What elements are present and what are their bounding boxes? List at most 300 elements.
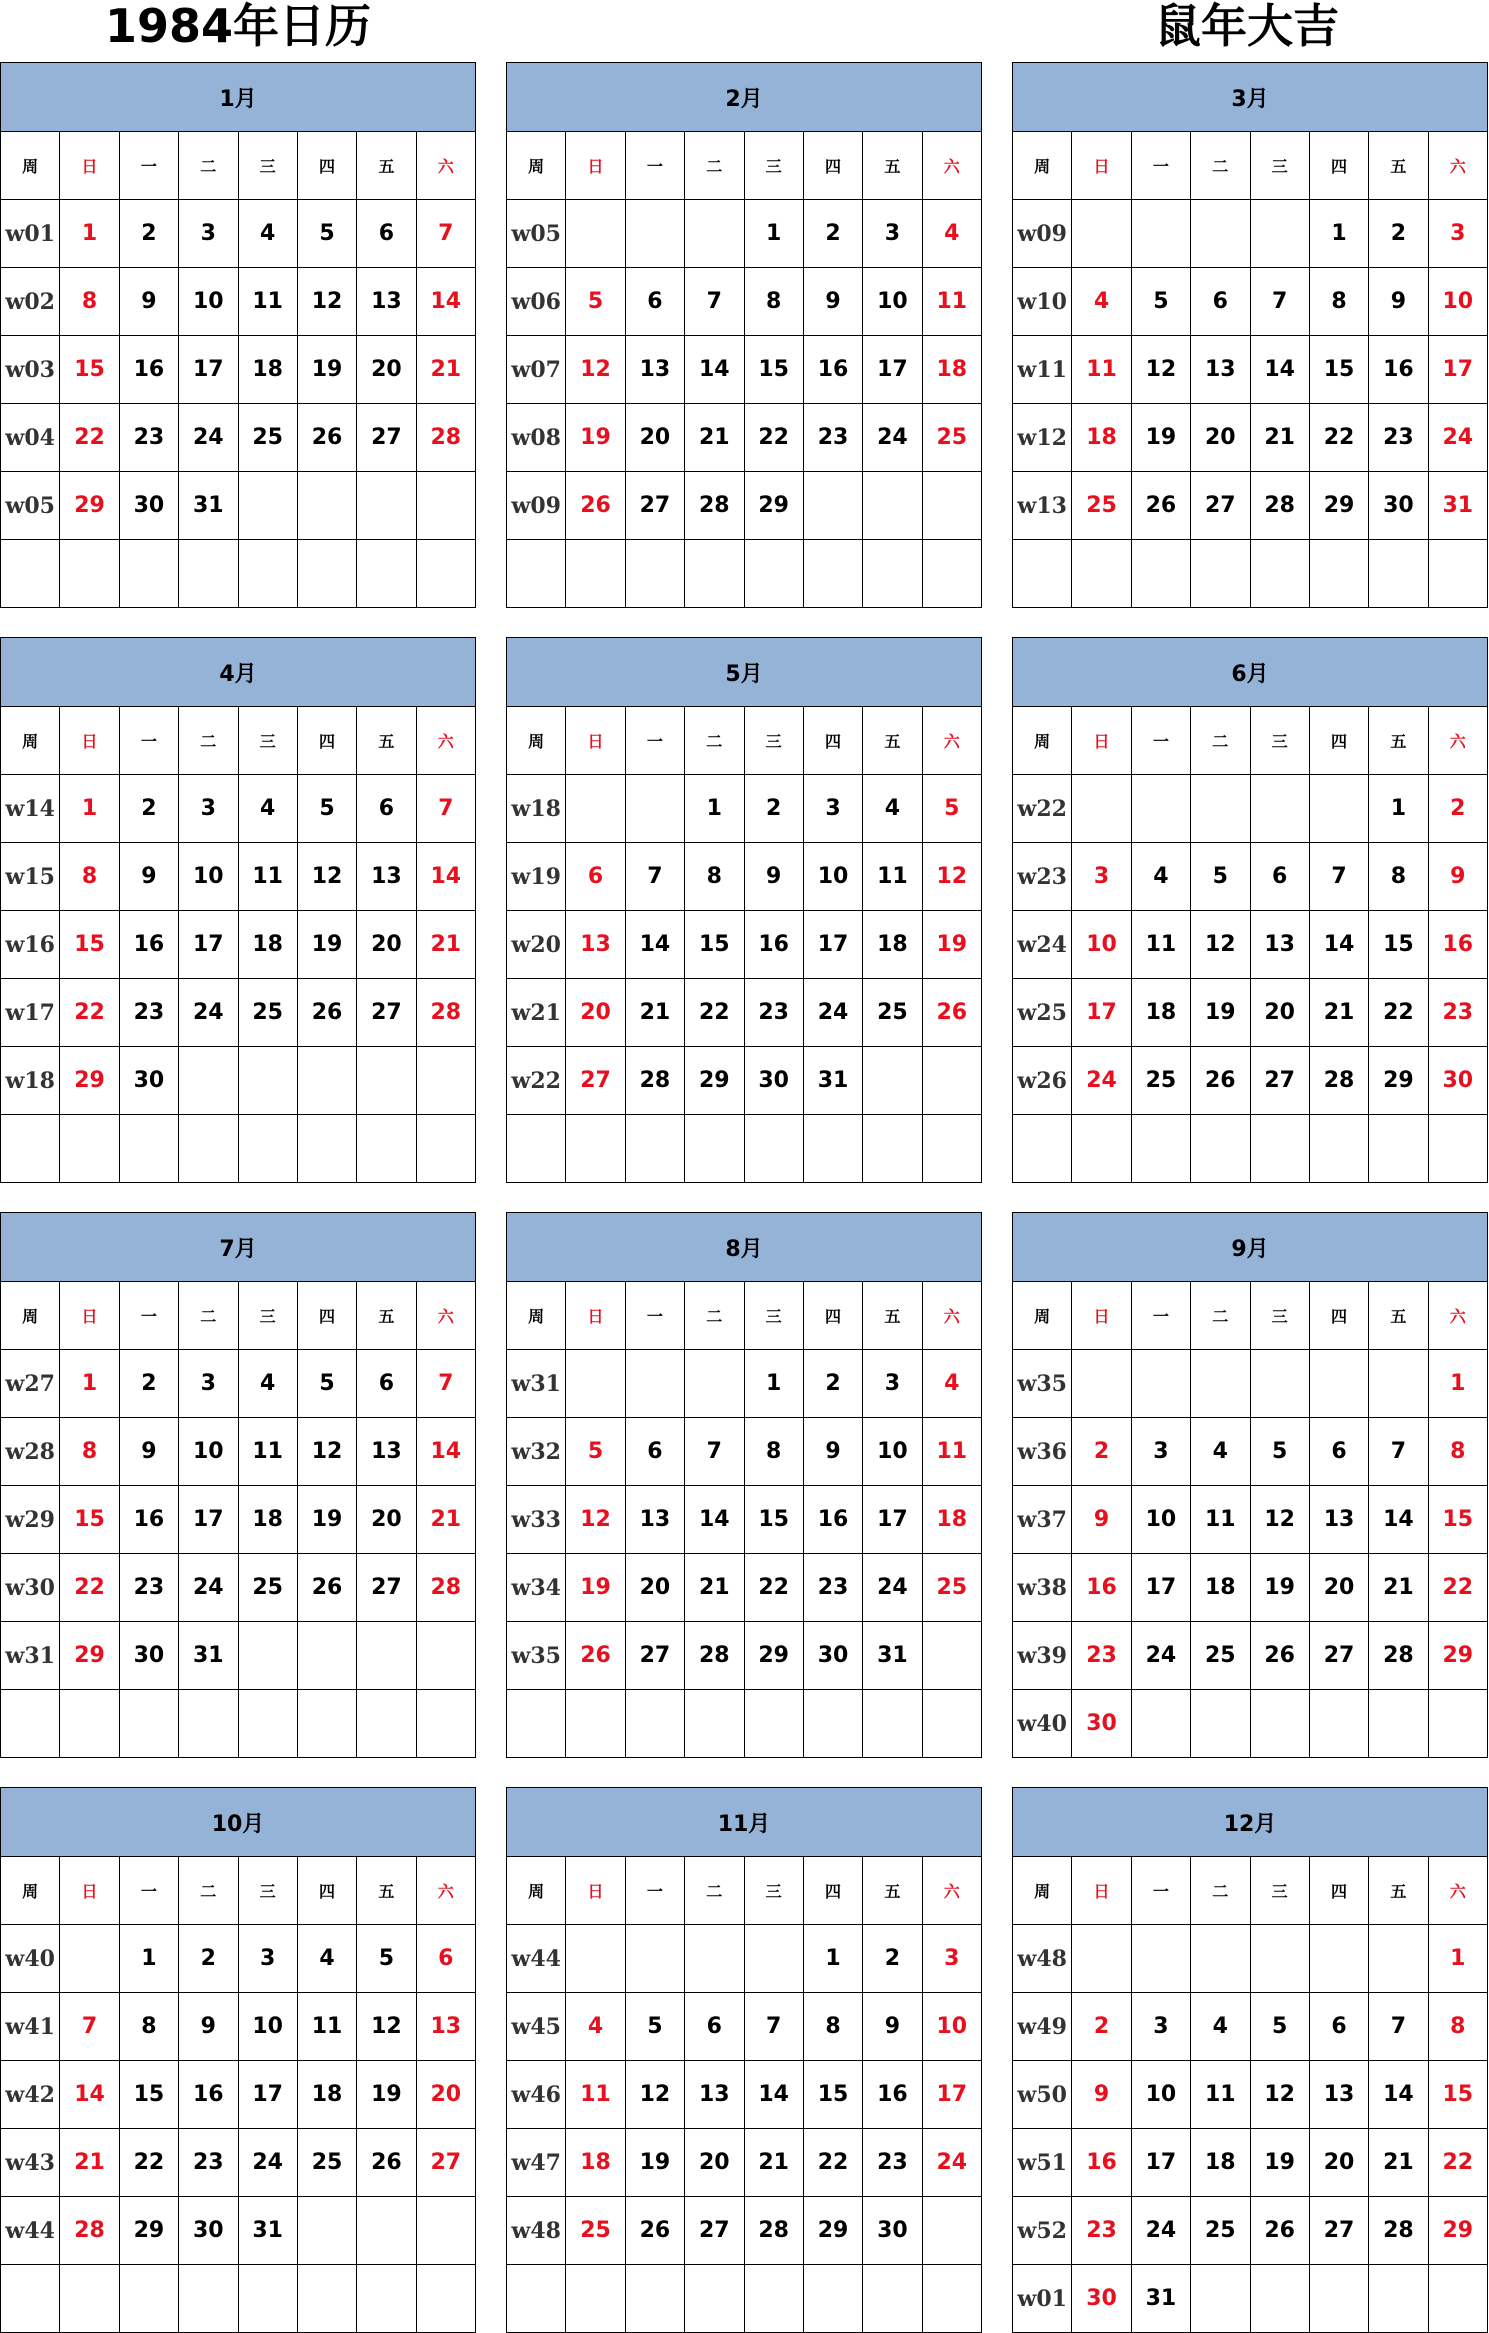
day-cell	[297, 2265, 356, 2333]
day-cell: 21	[416, 1486, 475, 1554]
day-cell: 18	[1072, 404, 1131, 472]
weekday-header: 一	[1131, 707, 1190, 775]
day-cell	[1309, 1925, 1368, 1993]
day-cell: 23	[1072, 1622, 1131, 1690]
day-cell: 9	[179, 1993, 238, 2061]
day-cell	[803, 2265, 862, 2333]
day-cell: 27	[1191, 472, 1250, 540]
day-cell: 7	[60, 1993, 119, 2061]
day-cell: 13	[1309, 1486, 1368, 1554]
week-row	[1, 1418, 476, 1486]
month-calendar	[1012, 1787, 1488, 2329]
day-cell	[119, 2265, 178, 2333]
day-cell: 17	[238, 2061, 297, 2129]
week-row	[507, 911, 982, 979]
week-number: w13	[1013, 472, 1072, 540]
day-cell: 6	[1191, 268, 1250, 336]
month-table	[0, 1212, 476, 1758]
week-number: w21	[507, 979, 566, 1047]
month-name: 7月	[1, 1213, 476, 1282]
weekday-header: 一	[1131, 1282, 1190, 1350]
day-cell: 7	[685, 1418, 744, 1486]
day-cell: 30	[119, 1047, 178, 1115]
day-cell: 2	[119, 200, 178, 268]
week-row	[1013, 336, 1488, 404]
day-cell: 17	[803, 911, 862, 979]
day-cell: 3	[803, 775, 862, 843]
day-cell: 2	[1369, 200, 1428, 268]
day-cell	[744, 540, 803, 608]
day-cell: 22	[744, 404, 803, 472]
day-cell: 19	[297, 1486, 356, 1554]
day-cell	[803, 1115, 862, 1183]
weekday-header: 一	[625, 1857, 684, 1925]
weekday-header: 一	[625, 707, 684, 775]
day-cell: 8	[1369, 843, 1428, 911]
day-cell: 23	[119, 404, 178, 472]
weekday-header: 六	[922, 1282, 981, 1350]
month-name: 6月	[1013, 638, 1488, 707]
day-cell: 24	[1072, 1047, 1131, 1115]
day-cell: 6	[1309, 1993, 1368, 2061]
day-cell	[566, 1350, 625, 1418]
day-cell	[357, 540, 416, 608]
week-number: w27	[1, 1350, 60, 1418]
day-cell: 5	[297, 775, 356, 843]
day-cell: 2	[803, 200, 862, 268]
day-cell: 30	[744, 1047, 803, 1115]
month-table	[506, 1212, 982, 1758]
day-cell: 9	[1072, 2061, 1131, 2129]
day-cell	[566, 775, 625, 843]
day-cell: 12	[297, 843, 356, 911]
week-number	[1, 2265, 60, 2333]
week-row	[1013, 2061, 1488, 2129]
week-number: w12	[1013, 404, 1072, 472]
weekday-header: 四	[1309, 707, 1368, 775]
weekday-header: 二	[179, 1282, 238, 1350]
week-number: w45	[507, 1993, 566, 2061]
weekday-header: 三	[744, 132, 803, 200]
week-number-header: 周	[507, 132, 566, 200]
day-cell: 2	[119, 775, 178, 843]
week-number: w52	[1013, 2197, 1072, 2265]
week-number: w26	[1013, 1047, 1072, 1115]
day-cell	[744, 2265, 803, 2333]
month-calendar	[1012, 637, 1488, 1179]
day-cell: 5	[1191, 843, 1250, 911]
week-row	[1013, 1622, 1488, 1690]
day-cell: 27	[416, 2129, 475, 2197]
week-row	[507, 336, 982, 404]
day-cell: 29	[1369, 1047, 1428, 1115]
day-cell: 2	[863, 1925, 922, 1993]
week-row	[1013, 2129, 1488, 2197]
week-row	[507, 1486, 982, 1554]
week-number: w11	[1013, 336, 1072, 404]
day-cell: 21	[625, 979, 684, 1047]
week-row	[1, 1554, 476, 1622]
day-cell: 17	[179, 1486, 238, 1554]
day-cell: 26	[1250, 2197, 1309, 2265]
day-cell: 29	[803, 2197, 862, 2265]
day-cell	[179, 1047, 238, 1115]
day-cell	[1369, 540, 1428, 608]
day-cell: 12	[1250, 2061, 1309, 2129]
day-cell	[922, 1115, 981, 1183]
day-cell: 26	[566, 472, 625, 540]
day-cell	[357, 1622, 416, 1690]
week-number: w18	[1, 1047, 60, 1115]
day-cell: 8	[685, 843, 744, 911]
day-cell: 25	[1191, 2197, 1250, 2265]
weekday-header: 四	[297, 707, 356, 775]
day-cell: 11	[863, 843, 922, 911]
week-row	[1, 268, 476, 336]
day-cell	[1369, 2265, 1428, 2333]
day-cell: 24	[1131, 1622, 1190, 1690]
month-table	[1012, 637, 1488, 1183]
month-name: 8月	[507, 1213, 982, 1282]
day-cell: 25	[297, 2129, 356, 2197]
day-cell	[566, 2265, 625, 2333]
day-cell: 4	[238, 200, 297, 268]
week-number: w19	[507, 843, 566, 911]
day-cell: 23	[1428, 979, 1487, 1047]
day-cell: 9	[119, 268, 178, 336]
week-row	[507, 268, 982, 336]
day-cell: 29	[1428, 2197, 1487, 2265]
day-cell	[625, 1115, 684, 1183]
day-cell: 8	[1428, 1993, 1487, 2061]
day-cell: 13	[1250, 911, 1309, 979]
day-cell: 23	[803, 1554, 862, 1622]
day-cell: 28	[625, 1047, 684, 1115]
week-number: w22	[507, 1047, 566, 1115]
week-number-header: 周	[507, 1857, 566, 1925]
day-cell: 21	[1369, 1554, 1428, 1622]
day-cell: 1	[60, 1350, 119, 1418]
week-row	[1013, 540, 1488, 608]
day-cell	[297, 2197, 356, 2265]
day-cell: 15	[60, 911, 119, 979]
day-cell: 18	[238, 336, 297, 404]
week-number	[1, 540, 60, 608]
day-cell: 31	[238, 2197, 297, 2265]
day-cell: 20	[357, 911, 416, 979]
day-cell	[238, 1690, 297, 1758]
week-row	[1, 1925, 476, 1993]
weekday-header: 一	[1131, 132, 1190, 200]
month-table	[1012, 1212, 1488, 1758]
day-cell: 6	[625, 268, 684, 336]
weekday-header: 六	[922, 707, 981, 775]
day-cell: 19	[1191, 979, 1250, 1047]
weekday-header: 二	[1191, 707, 1250, 775]
day-cell: 22	[60, 1554, 119, 1622]
day-cell: 4	[238, 1350, 297, 1418]
day-cell	[863, 1115, 922, 1183]
week-number-header: 周	[1013, 1282, 1072, 1350]
day-cell: 13	[625, 1486, 684, 1554]
day-cell: 9	[744, 843, 803, 911]
day-cell: 1	[1428, 1925, 1487, 1993]
day-cell	[1428, 1690, 1487, 1758]
day-cell	[416, 540, 475, 608]
day-cell	[803, 540, 862, 608]
day-cell: 20	[1309, 1554, 1368, 1622]
day-cell: 25	[863, 979, 922, 1047]
day-cell: 29	[685, 1047, 744, 1115]
week-number: w47	[507, 2129, 566, 2197]
week-number: w43	[1, 2129, 60, 2197]
day-cell	[179, 1115, 238, 1183]
day-cell: 31	[179, 472, 238, 540]
day-cell: 6	[357, 1350, 416, 1418]
day-cell: 13	[416, 1993, 475, 2061]
day-cell	[179, 540, 238, 608]
weekday-header: 六	[1428, 707, 1487, 775]
day-cell: 23	[803, 404, 862, 472]
week-number: w40	[1, 1925, 60, 1993]
month-name: 11月	[507, 1788, 982, 1857]
day-cell: 3	[238, 1925, 297, 1993]
weekday-header: 五	[357, 707, 416, 775]
day-cell: 18	[1131, 979, 1190, 1047]
day-cell: 1	[60, 200, 119, 268]
day-cell: 8	[60, 843, 119, 911]
day-cell: 21	[1250, 404, 1309, 472]
week-number: w44	[1, 2197, 60, 2265]
weekday-header: 三	[238, 1857, 297, 1925]
day-cell: 6	[685, 1993, 744, 2061]
week-number: w49	[1013, 1993, 1072, 2061]
day-cell: 16	[1072, 1554, 1131, 1622]
day-cell: 18	[863, 911, 922, 979]
week-row	[1, 1993, 476, 2061]
day-cell: 19	[357, 2061, 416, 2129]
week-row	[507, 1622, 982, 1690]
day-cell: 12	[297, 1418, 356, 1486]
day-cell: 2	[119, 1350, 178, 1418]
day-cell: 7	[416, 775, 475, 843]
week-row	[507, 472, 982, 540]
day-cell: 11	[238, 843, 297, 911]
day-cell	[357, 1115, 416, 1183]
week-row	[1013, 1554, 1488, 1622]
weekday-header: 四	[803, 132, 862, 200]
week-row	[1, 2197, 476, 2265]
week-number: w09	[1013, 200, 1072, 268]
weekday-header: 二	[685, 1282, 744, 1350]
day-cell: 3	[1131, 1993, 1190, 2061]
day-cell: 10	[1131, 1486, 1190, 1554]
day-cell: 19	[1250, 1554, 1309, 1622]
day-cell	[416, 2265, 475, 2333]
week-number-header: 周	[1013, 1857, 1072, 1925]
week-number-header: 周	[1, 707, 60, 775]
week-number: w14	[1, 775, 60, 843]
weekday-header: 六	[922, 1857, 981, 1925]
day-cell: 13	[625, 336, 684, 404]
day-cell	[357, 2265, 416, 2333]
day-cell: 7	[1369, 1418, 1428, 1486]
week-number: w35	[1013, 1350, 1072, 1418]
day-cell: 1	[744, 1350, 803, 1418]
month-table	[0, 1787, 476, 2333]
day-cell	[179, 2265, 238, 2333]
month-calendar	[0, 637, 476, 1179]
day-cell: 5	[1250, 1993, 1309, 2061]
month-table	[0, 62, 476, 608]
day-cell: 27	[685, 2197, 744, 2265]
week-number: w01	[1013, 2265, 1072, 2333]
day-cell: 13	[357, 1418, 416, 1486]
weekday-header-row	[507, 1282, 982, 1350]
weekday-header: 二	[1191, 132, 1250, 200]
day-cell	[238, 472, 297, 540]
day-cell: 14	[416, 1418, 475, 1486]
day-cell: 3	[179, 1350, 238, 1418]
day-cell: 9	[803, 268, 862, 336]
day-cell	[1428, 2265, 1487, 2333]
week-number-header: 周	[1, 132, 60, 200]
day-cell	[1131, 1115, 1190, 1183]
day-cell: 5	[297, 200, 356, 268]
day-cell	[922, 2197, 981, 2265]
day-cell: 23	[863, 2129, 922, 2197]
day-cell: 19	[297, 911, 356, 979]
weekday-header: 三	[744, 1282, 803, 1350]
week-number	[507, 1690, 566, 1758]
day-cell: 20	[625, 404, 684, 472]
day-cell: 30	[1072, 1690, 1131, 1758]
week-row	[1013, 843, 1488, 911]
day-cell: 1	[1428, 1350, 1487, 1418]
day-cell	[922, 2265, 981, 2333]
day-cell: 1	[685, 775, 744, 843]
day-cell: 15	[60, 1486, 119, 1554]
day-cell: 14	[625, 911, 684, 979]
week-row	[507, 1350, 982, 1418]
day-cell: 25	[566, 2197, 625, 2265]
day-cell: 24	[863, 1554, 922, 1622]
day-cell	[1191, 200, 1250, 268]
day-cell: 1	[744, 200, 803, 268]
day-cell	[1131, 540, 1190, 608]
week-number: w18	[507, 775, 566, 843]
weekday-header: 日	[566, 707, 625, 775]
day-cell: 2	[1072, 1418, 1131, 1486]
day-cell: 6	[1250, 843, 1309, 911]
day-cell	[416, 1047, 475, 1115]
weekday-header: 一	[625, 132, 684, 200]
day-cell	[1072, 1115, 1131, 1183]
day-cell: 7	[744, 1993, 803, 2061]
day-cell: 27	[357, 404, 416, 472]
day-cell	[863, 1690, 922, 1758]
weekday-header: 一	[119, 707, 178, 775]
day-cell: 28	[416, 404, 475, 472]
week-number	[507, 540, 566, 608]
day-cell: 10	[863, 1418, 922, 1486]
day-cell	[297, 1047, 356, 1115]
day-cell: 15	[1428, 1486, 1487, 1554]
week-number	[507, 1115, 566, 1183]
day-cell: 8	[803, 1993, 862, 2061]
day-cell	[863, 1047, 922, 1115]
calendar-title: 1984年日历	[105, 0, 372, 53]
day-cell: 5	[922, 775, 981, 843]
day-cell	[357, 472, 416, 540]
day-cell: 24	[803, 979, 862, 1047]
weekday-header: 一	[1131, 1857, 1190, 1925]
day-cell: 4	[297, 1925, 356, 1993]
day-cell: 18	[297, 2061, 356, 2129]
day-cell: 15	[803, 2061, 862, 2129]
day-cell	[1309, 775, 1368, 843]
day-cell: 14	[1309, 911, 1368, 979]
week-number: w48	[507, 2197, 566, 2265]
week-number: w29	[1, 1486, 60, 1554]
day-cell	[685, 1350, 744, 1418]
day-cell	[1072, 540, 1131, 608]
day-cell	[863, 472, 922, 540]
week-row	[1013, 775, 1488, 843]
week-number: w42	[1, 2061, 60, 2129]
day-cell: 11	[922, 1418, 981, 1486]
day-cell	[1131, 1350, 1190, 1418]
weekday-header: 六	[1428, 132, 1487, 200]
week-row	[1013, 268, 1488, 336]
week-number: w09	[507, 472, 566, 540]
week-row	[507, 2129, 982, 2197]
week-row	[1, 404, 476, 472]
week-row	[507, 2061, 982, 2129]
weekday-header: 一	[119, 1857, 178, 1925]
week-number: w44	[507, 1925, 566, 1993]
day-cell	[685, 1115, 744, 1183]
day-cell	[1072, 200, 1131, 268]
week-row	[1013, 2197, 1488, 2265]
day-cell: 31	[803, 1047, 862, 1115]
day-cell: 27	[1309, 1622, 1368, 1690]
day-cell	[1309, 1690, 1368, 1758]
week-number: w22	[1013, 775, 1072, 843]
week-number: w33	[507, 1486, 566, 1554]
day-cell: 7	[625, 843, 684, 911]
day-cell	[1250, 2265, 1309, 2333]
day-cell: 3	[1428, 200, 1487, 268]
day-cell	[922, 1690, 981, 1758]
day-cell	[863, 540, 922, 608]
day-cell	[1309, 1350, 1368, 1418]
day-cell: 19	[566, 1554, 625, 1622]
month-calendar	[506, 62, 982, 604]
day-cell: 30	[1072, 2265, 1131, 2333]
day-cell	[297, 1690, 356, 1758]
weekday-header: 五	[1369, 1282, 1428, 1350]
week-row	[1, 540, 476, 608]
week-number: w02	[1, 268, 60, 336]
day-cell: 27	[566, 1047, 625, 1115]
day-cell: 25	[238, 404, 297, 472]
week-row	[507, 979, 982, 1047]
day-cell: 28	[416, 979, 475, 1047]
month-name: 5月	[507, 638, 982, 707]
day-cell	[357, 2197, 416, 2265]
day-cell: 21	[685, 404, 744, 472]
